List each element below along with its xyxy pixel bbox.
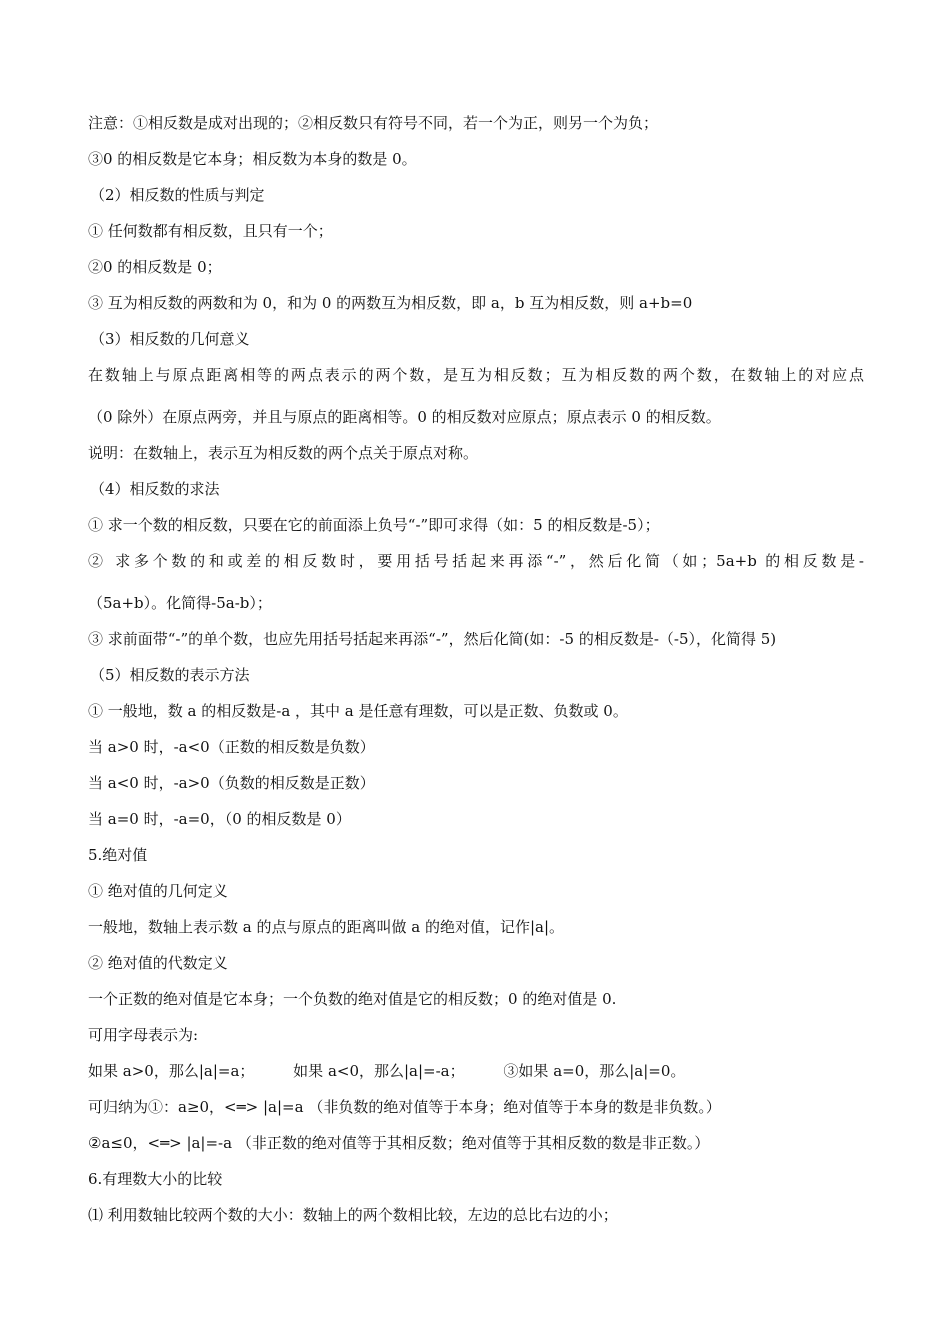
section-heading-method: （4）相反数的求法	[90, 480, 220, 498]
absolute-value-case-zero: ③如果 a=0，那么|a|=0。	[503, 1062, 686, 1080]
representation-case-negative: 当 a<0 时，-a>0（负数的相反数是正数）	[88, 774, 375, 792]
method-item-1: ① 求一个数的相反数，只要在它的前面添上负号“-”即可求得（如：5 的相反数是-5）；	[88, 516, 660, 534]
section-heading-representation: （5）相反数的表示方法	[90, 666, 250, 684]
representation-item-1: ① 一般地，数 a 的相反数是-a ，其中 a 是任意有理数，可以是正数、负数或 0。	[88, 702, 628, 720]
property-item-3: ③ 互为相反数的两数和为 0，和为 0 的两数互为相反数，即 a，b 互为相反数，则 a+b=0	[88, 294, 693, 312]
method-item-2-line-1: ② 求多个数的和或差的相反数时，要用括号括起来再添“-”，然后化简（如；5a+b 的相反数是-	[88, 552, 864, 570]
absolute-value-algebraic-heading: ② 绝对值的代数定义	[88, 954, 228, 972]
section-heading-absolute-value: 5.绝对值	[88, 846, 148, 864]
note-line-continued: ③0 的相反数是它本身；相反数为本身的数是 0。	[88, 150, 417, 168]
absolute-value-geometric-definition: 一般地，数轴上表示数 a 的点与原点的距离叫做 a 的绝对值，记作|a|。	[88, 918, 565, 936]
property-item-1: ① 任何数都有相反数，且只有一个；	[88, 222, 333, 240]
absolute-value-algebraic-definition: 一个正数的绝对值是它本身；一个负数的绝对值是它的相反数；0 的绝对值是 0.	[88, 990, 617, 1008]
absolute-value-cases-line	[88, 1060, 868, 1082]
section-heading-geometry: （3）相反数的几何意义	[90, 330, 250, 348]
geometry-paragraph-line-2: （0 除外）在原点两旁，并且与原点的距离相等。0 的相反数对应原点；原点表示 0 的相反数。	[88, 408, 721, 426]
absolute-value-case-negative: 如果 a<0，那么|a|=-a；	[293, 1062, 465, 1080]
representation-case-zero: 当 a=0 时，-a=0，（0 的相反数是 0）	[88, 810, 351, 828]
note-line: 注意：①相反数是成对出现的；②相反数只有符号不同，若一个为正，则另一个为负；	[88, 114, 659, 132]
absolute-value-case-positive: 如果 a>0，那么|a|=a；	[88, 1062, 255, 1080]
geometry-paragraph-line-1: 在数轴上与原点距离相等的两点表示的两个数，是互为相反数；互为相反数的两个数，在数轴上的对应点	[88, 366, 864, 384]
summary-nonpositive-line: ②a≤0，<═> |a|=-a （非正数的绝对值等于其相反数；绝对值等于其相反数的数是非正数。）	[88, 1134, 710, 1152]
explanation-line: 说明：在数轴上，表示互为相反数的两个点关于原点对称。	[88, 444, 479, 462]
letter-expression-label: 可用字母表示为:	[88, 1026, 199, 1044]
method-item-3: ③ 求前面带“-”的单个数，也应先用括号括起来再添“-”，然后化简(如：-5 的相反数是-（-5），化简得 5)	[88, 630, 777, 648]
document-body	[88, 112, 868, 1240]
section-heading-properties: （2）相反数的性质与判定	[90, 186, 265, 204]
absolute-value-geometric-heading: ① 绝对值的几何定义	[88, 882, 228, 900]
representation-case-positive: 当 a>0 时，-a<0（正数的相反数是负数）	[88, 738, 375, 756]
property-item-2: ②0 的相反数是 0；	[88, 258, 222, 276]
comparison-item-1: ⑴ 利用数轴比较两个数的大小：数轴上的两个数相比较，左边的总比右边的小；	[88, 1206, 618, 1224]
summary-nonnegative-line: 可归纳为①：a≥0，<═> |a|=a （非负数的绝对值等于本身；绝对值等于本身的数是非负数。）	[88, 1098, 721, 1116]
section-heading-rational-comparison: 6.有理数大小的比较	[88, 1170, 223, 1188]
method-item-2-line-2: （5a+b）。化简得-5a-b）；	[88, 594, 272, 612]
